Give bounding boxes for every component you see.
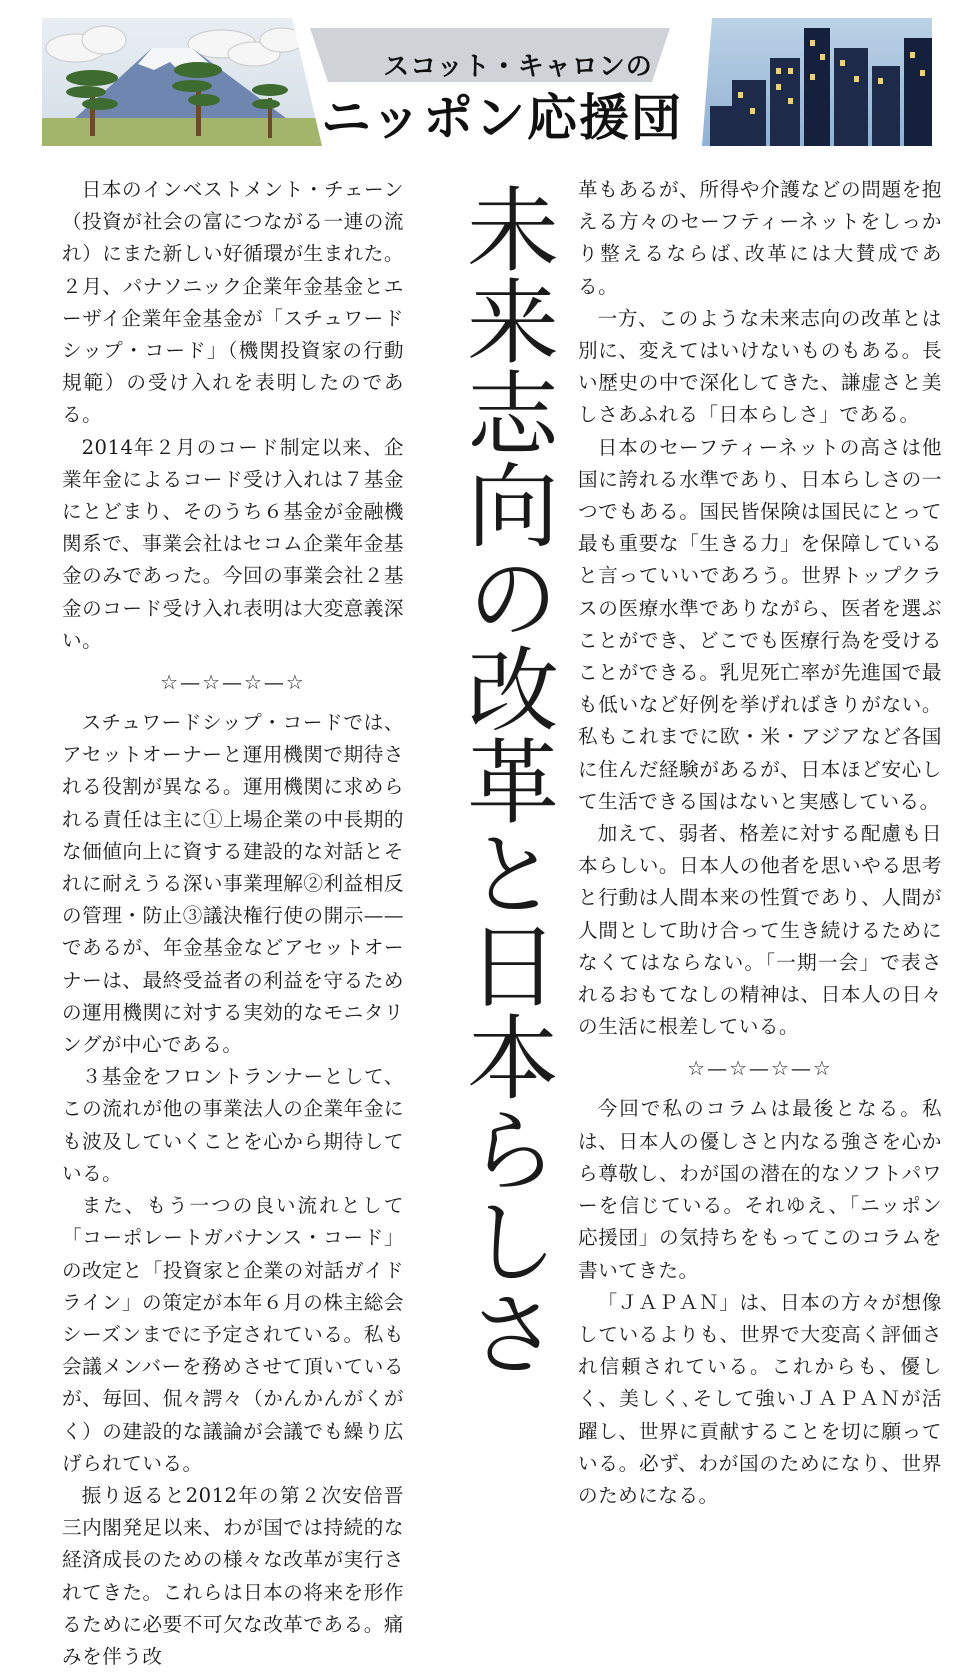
paragraph: 「ＪＡＰＡＮ」は、日本の方々が想像しているよりも、世界で大変高く評価され信頼されている。これからも、優しく、美しく､そして強いＪＡＰＡＮが活躍し、世界に貢献することを切に願っている。必ず、わが国のためになり、世界のためになる。 [578,1290,942,1507]
paragraph: また、もう一つの良い流れとして「コーポレートガバナンス・コード」の改定と「投資家と企業の対話ガイドライン」の策定が本年６月の株主総会シーズンまでに予定されている。私も会議メンバーを務めさせて頂いているが、毎回、侃々諤々（かんかんがくがく）の建設的な議論が会議でも繰り広げられている。 [62,1194,404,1475]
grass [42,118,322,146]
column-kicker: スコット・キャロンの [383,52,653,82]
paragraph-continuation: 革もあるが、所得や介護などの問題を抱える方々のセーフティーネットをしっかり整えるならば､改革には大賛成である。 [578,178,942,298]
section-separator: ☆—☆—☆—☆ [160,670,306,695]
paragraph: スチュワードシップ・コードでは、アセットオーナーと運用機関で期待される役割が異なる。運用機関に求められる責任は主に①上場企業の中長期的な価値向上に資する建設的な対話とそれに耐えうる深い事業理解②利益相反の管理・防止③議決権行使の開示——であるが、年金基金などアセットオーナーは、最終受益者の利益を守るための運用機関に対する実効的なモニタリングが中心である。 [62,711,404,1057]
section-separator: ☆—☆—☆—☆ [687,1056,833,1081]
left-column [62,174,404,1673]
paragraph: 今回で私のコラムは最後となる。私は、日本人の優しさと内なる強さを心から尊敬し、わが国の潜在的なソフトパワーを信じている。それゆえ、「ニッポン応援団」の気持ちをもってこのコラムを書いてきた。 [578,1097,942,1282]
paragraph: 振り返ると2012年の第２次安倍晋三内閣発足以来、わが国では持続的な経済成長のための様々な改革が実行されてきた。これらは日本の将来を形作るために必要不可欠な改革である。痛みを伴う改 [62,1483,404,1668]
series-title: ニッポン応援団 [321,89,683,146]
article-headline: 未来志向の改革と日本らしさ [452,182,559,1378]
paragraph: 2014年２月のコード制定以来、企業年金によるコード受け入れは７基金にとどまり、そのうち６基金が金融機関系で、事業会社はセコム企業年金基金のみであった。今回の事業会社２基金のコード受け入れ表明は大変意義深い。 [62,435,404,652]
column-banner [42,18,932,146]
paragraph: 日本のセーフティーネットの高さは他国に誇れる水準であり、日本らしさの一つでもある。国民皆保険は国民にとって最も重要な「生きる力」を保障していると言っていいであろう。世界トップクラスの医療水準でありながら、医者を選ぶことができ、どこでも医療行為を受けることができる。乳児死亡率が先進国で最も低いなど好例を挙げればきりがない。私もこれまでに欧・米・アジアなど各国に住んだ経験があるが、日本ほど安心して生活できる国はないと実感している。 [578,435,942,813]
paragraph: ３基金をフロントランナーとして、この流れが他の事業法人の企業年金にも波及していくことを心から期待している。 [62,1065,404,1185]
paragraph: 日本のインベストメント・チェーン（投資が社会の富につながる一連の流れ）にまた新しい好循環が生まれた。２月、パナソニック企業年金基金とエーザイ企業年金基金が「スチュワードシップ・コード」（機関投資家の行動規範）の受け入れを表明したのである。 [62,178,404,427]
paragraph: 加えて、弱者、格差に対する配慮も日本らしい。日本人の他者を思いやる思考と行動は人間本来の性質であり、人間が人間として助け合って生き続けるためになくてはならない。「一期一会」で表されるおもてなしの精神は、日本人の日々の生活に根差している。 [578,822,942,1039]
right-column [578,174,942,1512]
paragraph: 一方、このような未来志向の改革とは別に、変えてはいけないものもある。長い歴史の中で深化してきた、謙虚さと美しさあふれる「日本らしさ」である。 [578,306,942,427]
